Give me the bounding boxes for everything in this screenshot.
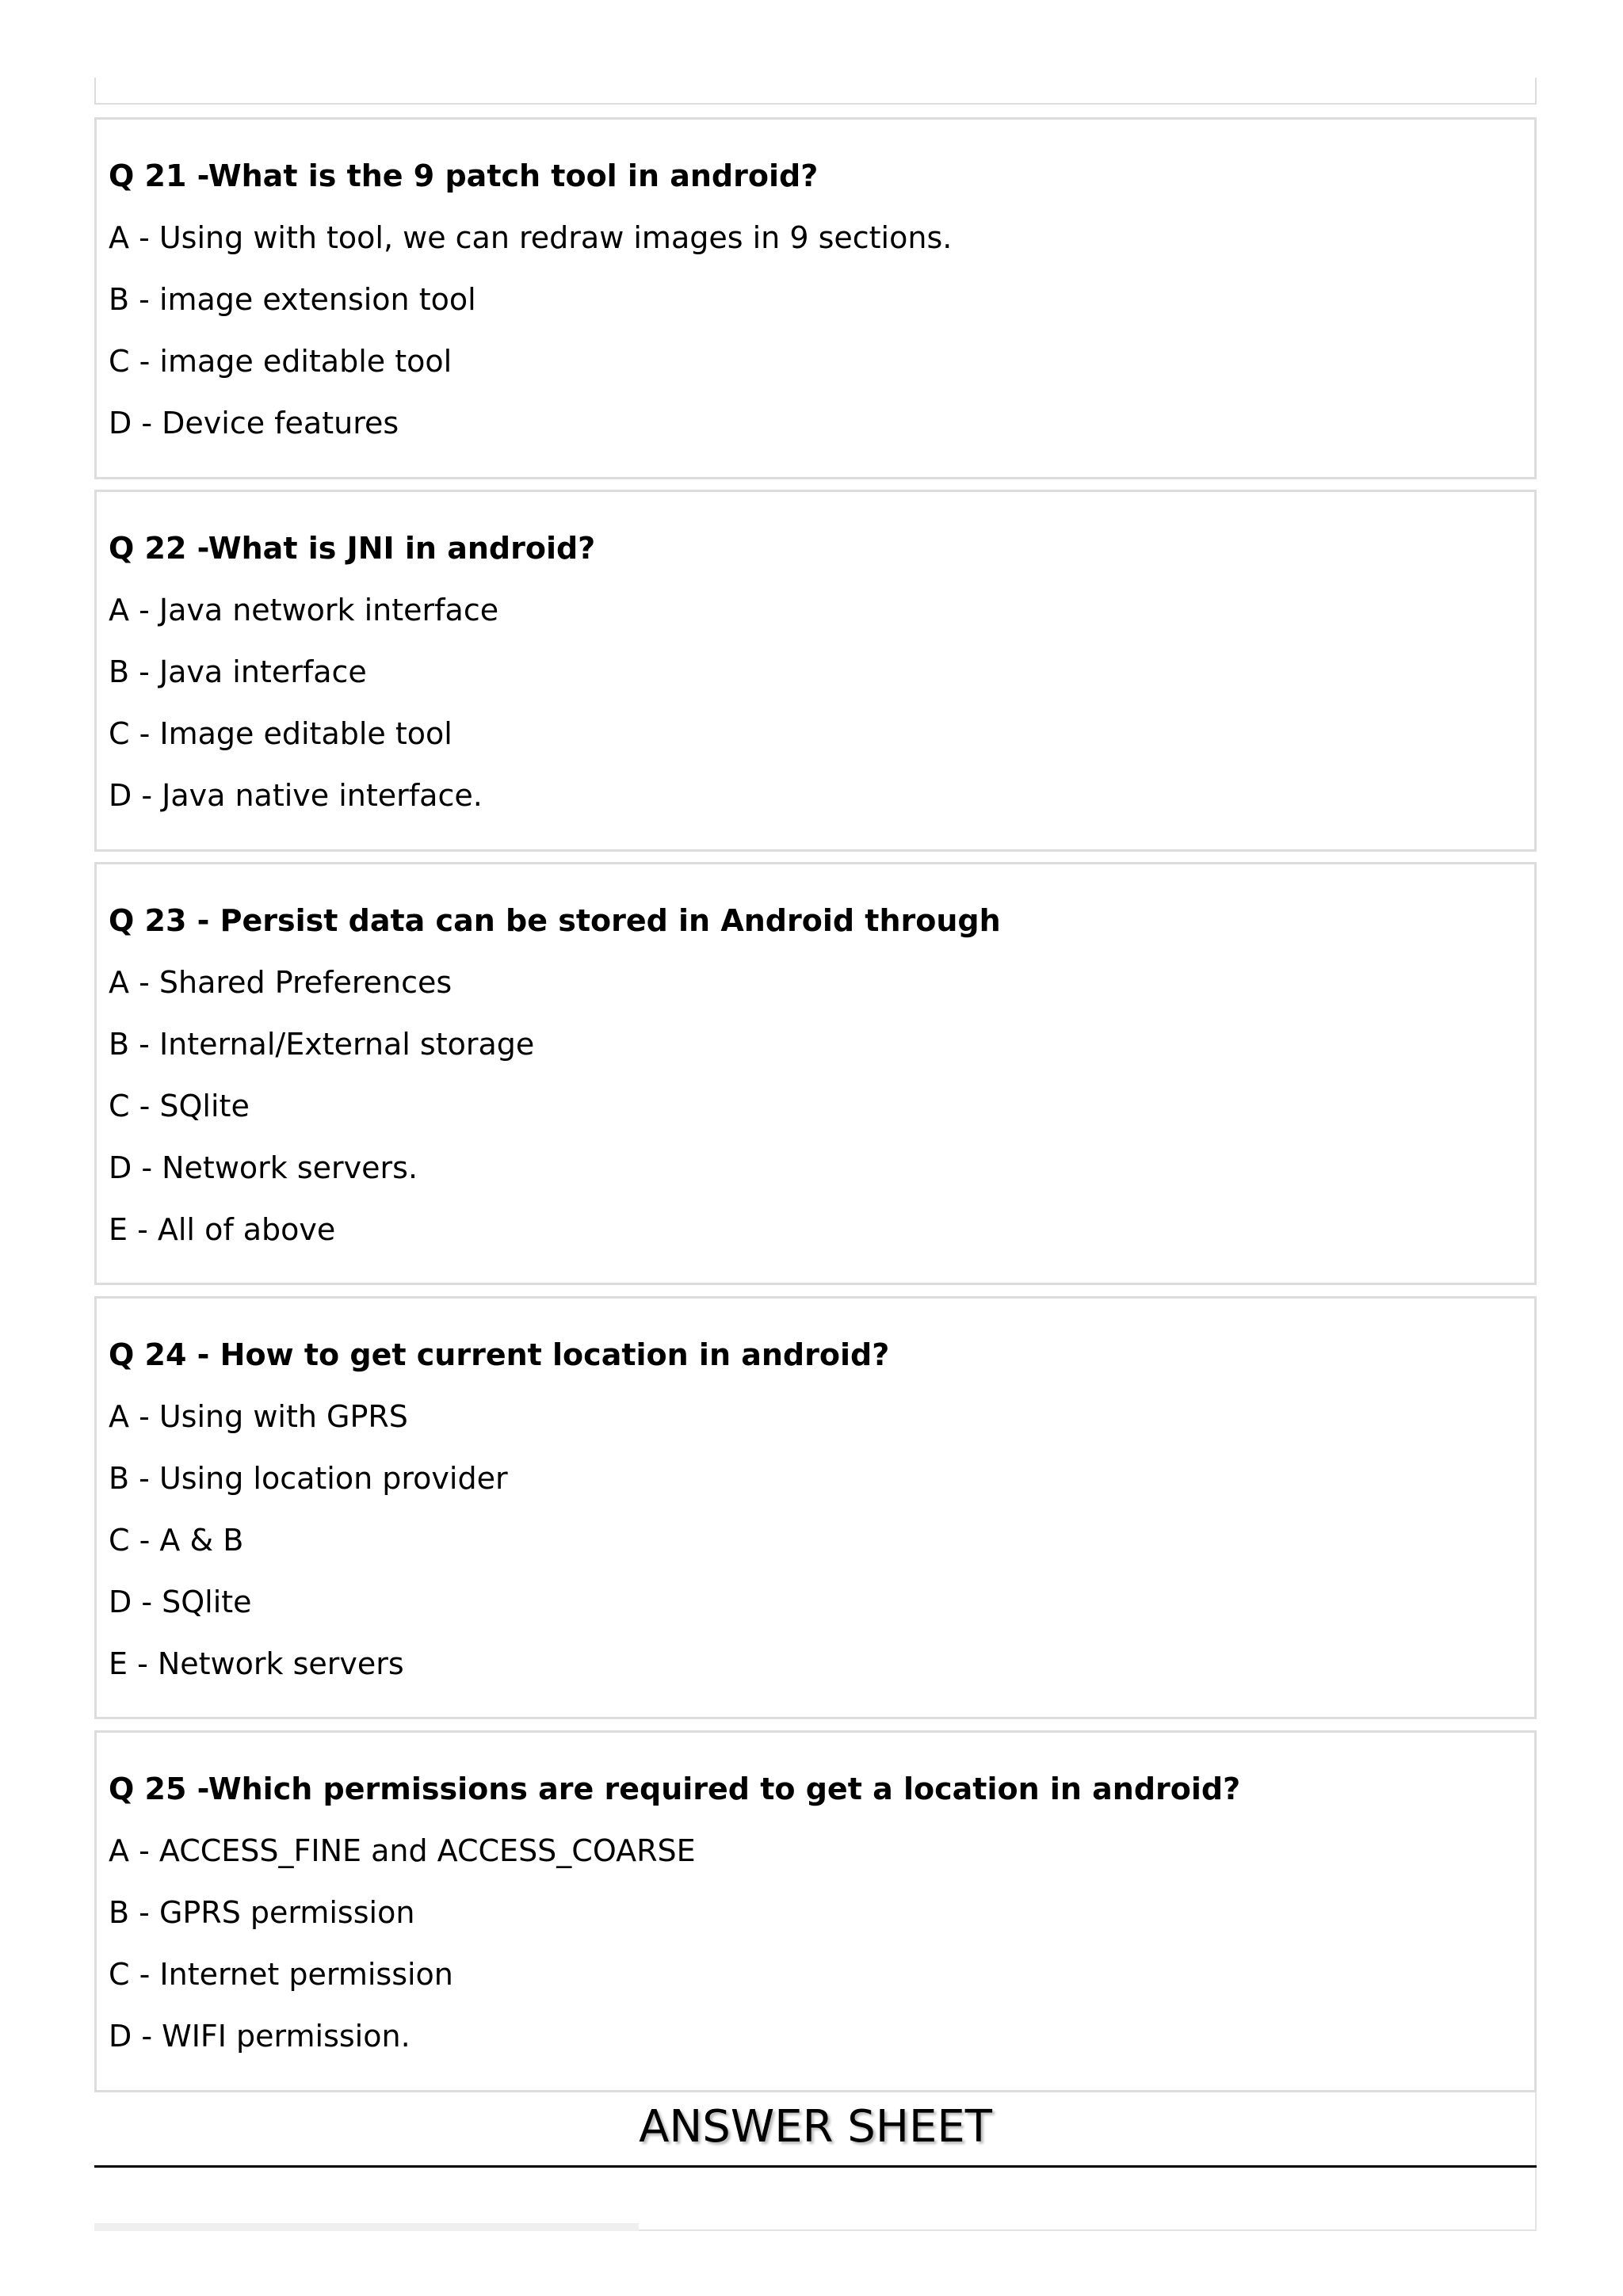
- option-c: C - A & B: [109, 1523, 244, 1558]
- option-d: D - SQlite: [109, 1585, 252, 1619]
- option-a: A - ACCESS_FINE and ACCESS_COARSE: [109, 1833, 696, 1868]
- option-b: B - Internal/External storage: [109, 1027, 535, 1062]
- option-a: A - Using with GPRS: [109, 1399, 408, 1434]
- option-a: A - Shared Preferences: [109, 965, 453, 1000]
- question-title: Q 22 -What is JNI in android?: [109, 531, 596, 566]
- option-c: C - SQlite: [109, 1089, 250, 1123]
- question-title: Q 24 - How to get current location in android?: [109, 1337, 890, 1372]
- option-c: C - Image editable tool: [109, 716, 453, 751]
- option-c: C - Internet permission: [109, 1957, 453, 1992]
- question-card-22: [94, 490, 1537, 852]
- option-b: B - image extension tool: [109, 282, 476, 317]
- question-card-23: [94, 862, 1537, 1285]
- question-title: Q 21 -What is the 9 patch tool in android?: [109, 158, 819, 193]
- question-card-25: [94, 1730, 1537, 2092]
- option-e: E - Network servers: [109, 1646, 404, 1681]
- answer-sheet-divider: [94, 2165, 1537, 2168]
- question-card-24: [94, 1296, 1537, 1719]
- option-d: D - Network servers.: [109, 1150, 418, 1185]
- option-b: B - GPRS permission: [109, 1895, 415, 1930]
- option-a: A - Using with tool, we can redraw images in 9 sections.: [109, 220, 953, 255]
- option-b: B - Java interface: [109, 654, 367, 689]
- question-card-21: [94, 117, 1537, 479]
- option-b: B - Using location provider: [109, 1461, 508, 1496]
- question-title: Q 23 - Persist data can be stored in Android through: [109, 903, 1001, 938]
- option-c: C - image editable tool: [109, 344, 453, 379]
- option-e: E - All of above: [109, 1212, 336, 1247]
- option-d: D - Device features: [109, 406, 399, 441]
- option-d: D - WIFI permission.: [109, 2019, 411, 2054]
- previous-question-box-end: [94, 78, 1537, 105]
- question-title: Q 25 -Which permissions are required to get a location in android?: [109, 1772, 1241, 1806]
- option-a: A - Java network interface: [109, 593, 499, 627]
- option-d: D - Java native interface.: [109, 778, 483, 813]
- answer-table-header-stub: [94, 2223, 639, 2231]
- answer-table-edge: [639, 2229, 1537, 2231]
- answer-sheet-title: ANSWER SHEET: [639, 2101, 992, 2153]
